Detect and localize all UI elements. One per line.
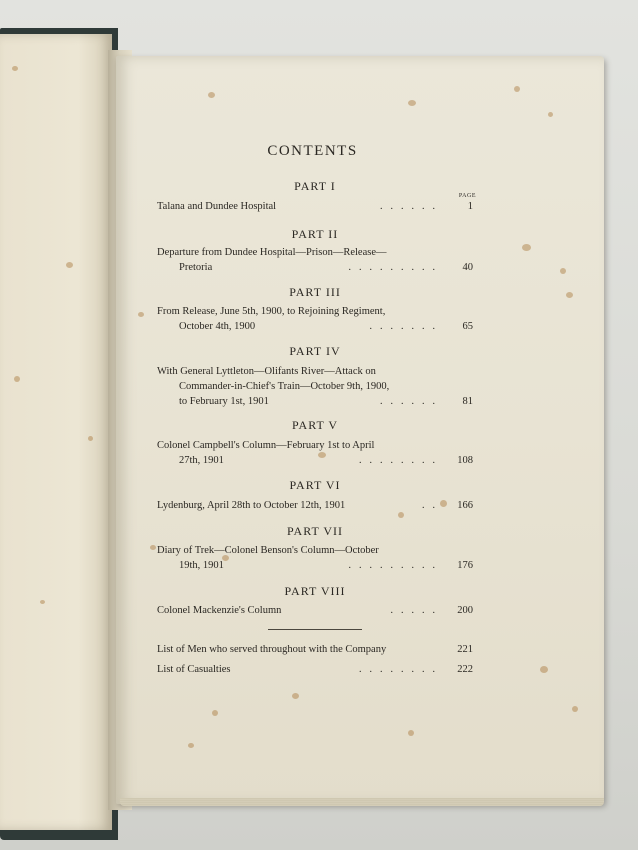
toc-entry-text: Diary of Trek—Colonel Benson's Column—October <box>157 545 379 556</box>
foxing-spot <box>40 600 45 604</box>
toc-entry-text: Departure from Dundee Hospital—Prison—Release— <box>157 247 387 258</box>
toc-entry-text: October 4th, 1900 <box>179 321 256 332</box>
toc-entry <box>157 543 473 573</box>
toc-entry <box>157 662 473 677</box>
toc-entry <box>157 304 473 334</box>
toc-entry-text: 27th, 1901 <box>179 455 224 466</box>
foxing-spot <box>408 100 416 106</box>
page-number: 108 <box>457 455 473 466</box>
toc-entry-text: Lydenburg, April 28th to October 12th, 1901 <box>157 500 346 511</box>
section-divider <box>268 629 362 630</box>
part-heading: PART IV <box>289 344 341 358</box>
foxing-spot <box>572 706 578 712</box>
toc-entry <box>157 642 473 657</box>
toc-entry-text: to February 1st, 1901 <box>179 396 269 407</box>
foxing-spot <box>560 268 566 274</box>
part-heading: PART V <box>291 418 339 432</box>
toc-entry-text: Colonel Campbell's Column—February 1st to April <box>157 440 375 451</box>
page-number: 1 <box>467 201 473 212</box>
dot-leader: ......... <box>348 262 443 273</box>
foxing-spot <box>212 710 218 716</box>
contents-title: CONTENTS <box>267 143 358 159</box>
foxing-spot <box>12 66 18 71</box>
page-number: 222 <box>457 664 473 675</box>
toc-entry <box>157 438 473 468</box>
dot-leader: ........ <box>359 664 443 675</box>
foxing-spot <box>88 436 93 441</box>
foxing-spot <box>548 112 553 117</box>
toc-entry <box>157 603 473 618</box>
part-heading: PART III <box>289 285 341 299</box>
page-number: 176 <box>457 560 473 571</box>
foxing-spot <box>408 730 414 736</box>
toc-entry <box>157 364 473 409</box>
toc-entry-text: 19th, 1901 <box>179 560 224 571</box>
toc-entry-text: List of Casualties <box>157 664 231 675</box>
page-number: 40 <box>462 262 473 273</box>
page-number: 166 <box>457 500 473 511</box>
dot-leader: ........ <box>359 455 443 466</box>
foxing-spot <box>188 743 194 748</box>
page-number: 81 <box>462 396 473 407</box>
toc-entry-text: From Release, June 5th, 1900, to Rejoining Regiment, <box>157 306 386 317</box>
toc-entry-text: Pretoria <box>179 262 213 273</box>
foxing-spot <box>138 312 144 317</box>
foxing-spot <box>150 545 156 550</box>
dot-leader: ....... <box>369 321 443 332</box>
toc-entry-text: Commander-in-Chief's Train—October 9th, 1900, <box>179 381 390 392</box>
foxing-spot <box>514 86 520 92</box>
foxing-spot <box>292 693 299 699</box>
dot-leader: ......... <box>348 560 443 571</box>
toc-entry-text: Colonel Mackenzie's Column <box>157 605 282 616</box>
page-edges <box>120 798 604 806</box>
dot-leader: ..... <box>390 605 443 616</box>
page-column-header: PAGE <box>458 193 476 199</box>
foxing-spot <box>522 244 531 251</box>
toc-entry <box>157 498 473 513</box>
foxing-spot <box>208 92 215 98</box>
left-page <box>0 34 112 830</box>
page-number: 200 <box>457 605 473 616</box>
part-heading: PART VIII <box>284 584 346 598</box>
foxing-spot <box>566 292 573 298</box>
foxing-spot <box>540 666 548 673</box>
toc-entry-text: With General Lyttleton—Olifants River—Attack on <box>157 366 376 377</box>
part-heading: PART VII <box>286 524 344 538</box>
dot-leader: ...... <box>380 396 443 407</box>
dot-leader: .. <box>422 500 443 511</box>
page-number: 65 <box>462 321 473 332</box>
toc-entry-text: List of Men who served throughout with the Company <box>157 644 387 655</box>
toc-entry <box>157 245 473 275</box>
part-heading: PART II <box>291 227 339 241</box>
foxing-spot <box>14 376 20 382</box>
page-number: 221 <box>457 644 473 655</box>
dot-leader: ...... <box>380 201 443 212</box>
toc-entry <box>157 199 473 214</box>
part-heading: PART VI <box>289 478 341 492</box>
toc-entry-text: Talana and Dundee Hospital <box>157 201 277 212</box>
part-heading: PART I <box>294 179 336 193</box>
foxing-spot <box>66 262 73 268</box>
